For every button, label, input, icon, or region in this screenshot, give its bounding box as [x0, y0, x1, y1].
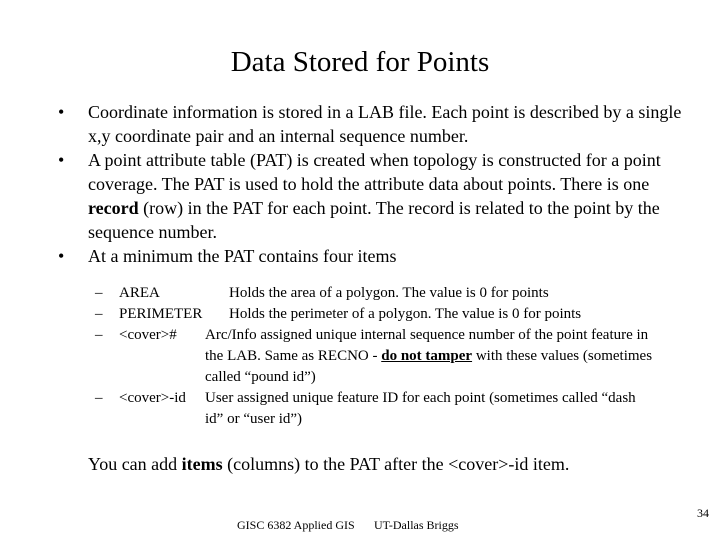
footer-author: UT-Dallas Briggs — [374, 518, 459, 532]
bullet-item — [58, 148, 698, 244]
bullet-list — [58, 100, 698, 268]
dash-icon: – — [95, 306, 103, 322]
bullet-icon: • — [58, 150, 65, 170]
page-number: 34 — [697, 506, 709, 520]
item-name: AREA — [119, 285, 160, 301]
item-desc: Holds the area of a polygon. The value is 0 for points — [229, 285, 549, 301]
item-name: <cover># — [119, 327, 177, 343]
item-name: PERIMETER — [119, 306, 203, 322]
item-name: <cover>-id — [119, 390, 186, 406]
bullet-text-pre: A point attribute table (PAT) is created when topology is constructed for a point coverage. The PAT is used to hold the attribute data about points. There is one — [88, 150, 661, 194]
item-desc — [205, 325, 655, 388]
bullet-icon: • — [58, 246, 65, 266]
closing-pre: You can add — [88, 454, 182, 474]
item-list — [95, 283, 695, 430]
bullet-item — [58, 244, 698, 268]
dash-icon: – — [95, 390, 103, 406]
dash-icon: – — [95, 327, 103, 343]
closing-bold-term: items — [181, 454, 223, 474]
item-row-area — [95, 283, 695, 304]
item-row-perimeter — [95, 304, 695, 325]
item-desc-warning: do not tamper — [381, 348, 473, 364]
item-desc-post: with these values (sometimes called “pound id”) — [205, 348, 653, 385]
footer-course: GISC 6382 Applied GIS — [237, 518, 355, 532]
bullet-bold-term: record — [88, 198, 139, 218]
closing-text — [88, 452, 569, 476]
bullet-item — [58, 100, 698, 148]
bullet-icon: • — [58, 102, 65, 122]
item-row-cover-hash — [95, 325, 695, 388]
item-desc: User assigned unique feature ID for each point (sometimes called “dash id” or “user id”) — [205, 390, 636, 427]
slide-title: Data Stored for Points — [230, 46, 490, 78]
item-desc-pre: Arc/Info assigned unique internal sequence number of the point feature in the LAB. Same as RECNO - — [205, 327, 649, 364]
item-row-cover-id — [95, 388, 695, 430]
bullet-text: Coordinate information is stored in a LAB file. Each point is described by a single x,y coordinate pair and an internal sequence number. — [88, 102, 682, 146]
item-desc: Holds the perimeter of a polygon. The value is 0 for points — [229, 306, 582, 322]
bullet-text: At a minimum the PAT contains four items — [88, 246, 397, 266]
bullet-text-post: (row) in the PAT for each point. The record is related to the point by the sequence number. — [88, 198, 660, 242]
dash-icon: – — [95, 285, 103, 301]
closing-post: (columns) to the PAT after the <cover>-id item. — [222, 454, 570, 474]
